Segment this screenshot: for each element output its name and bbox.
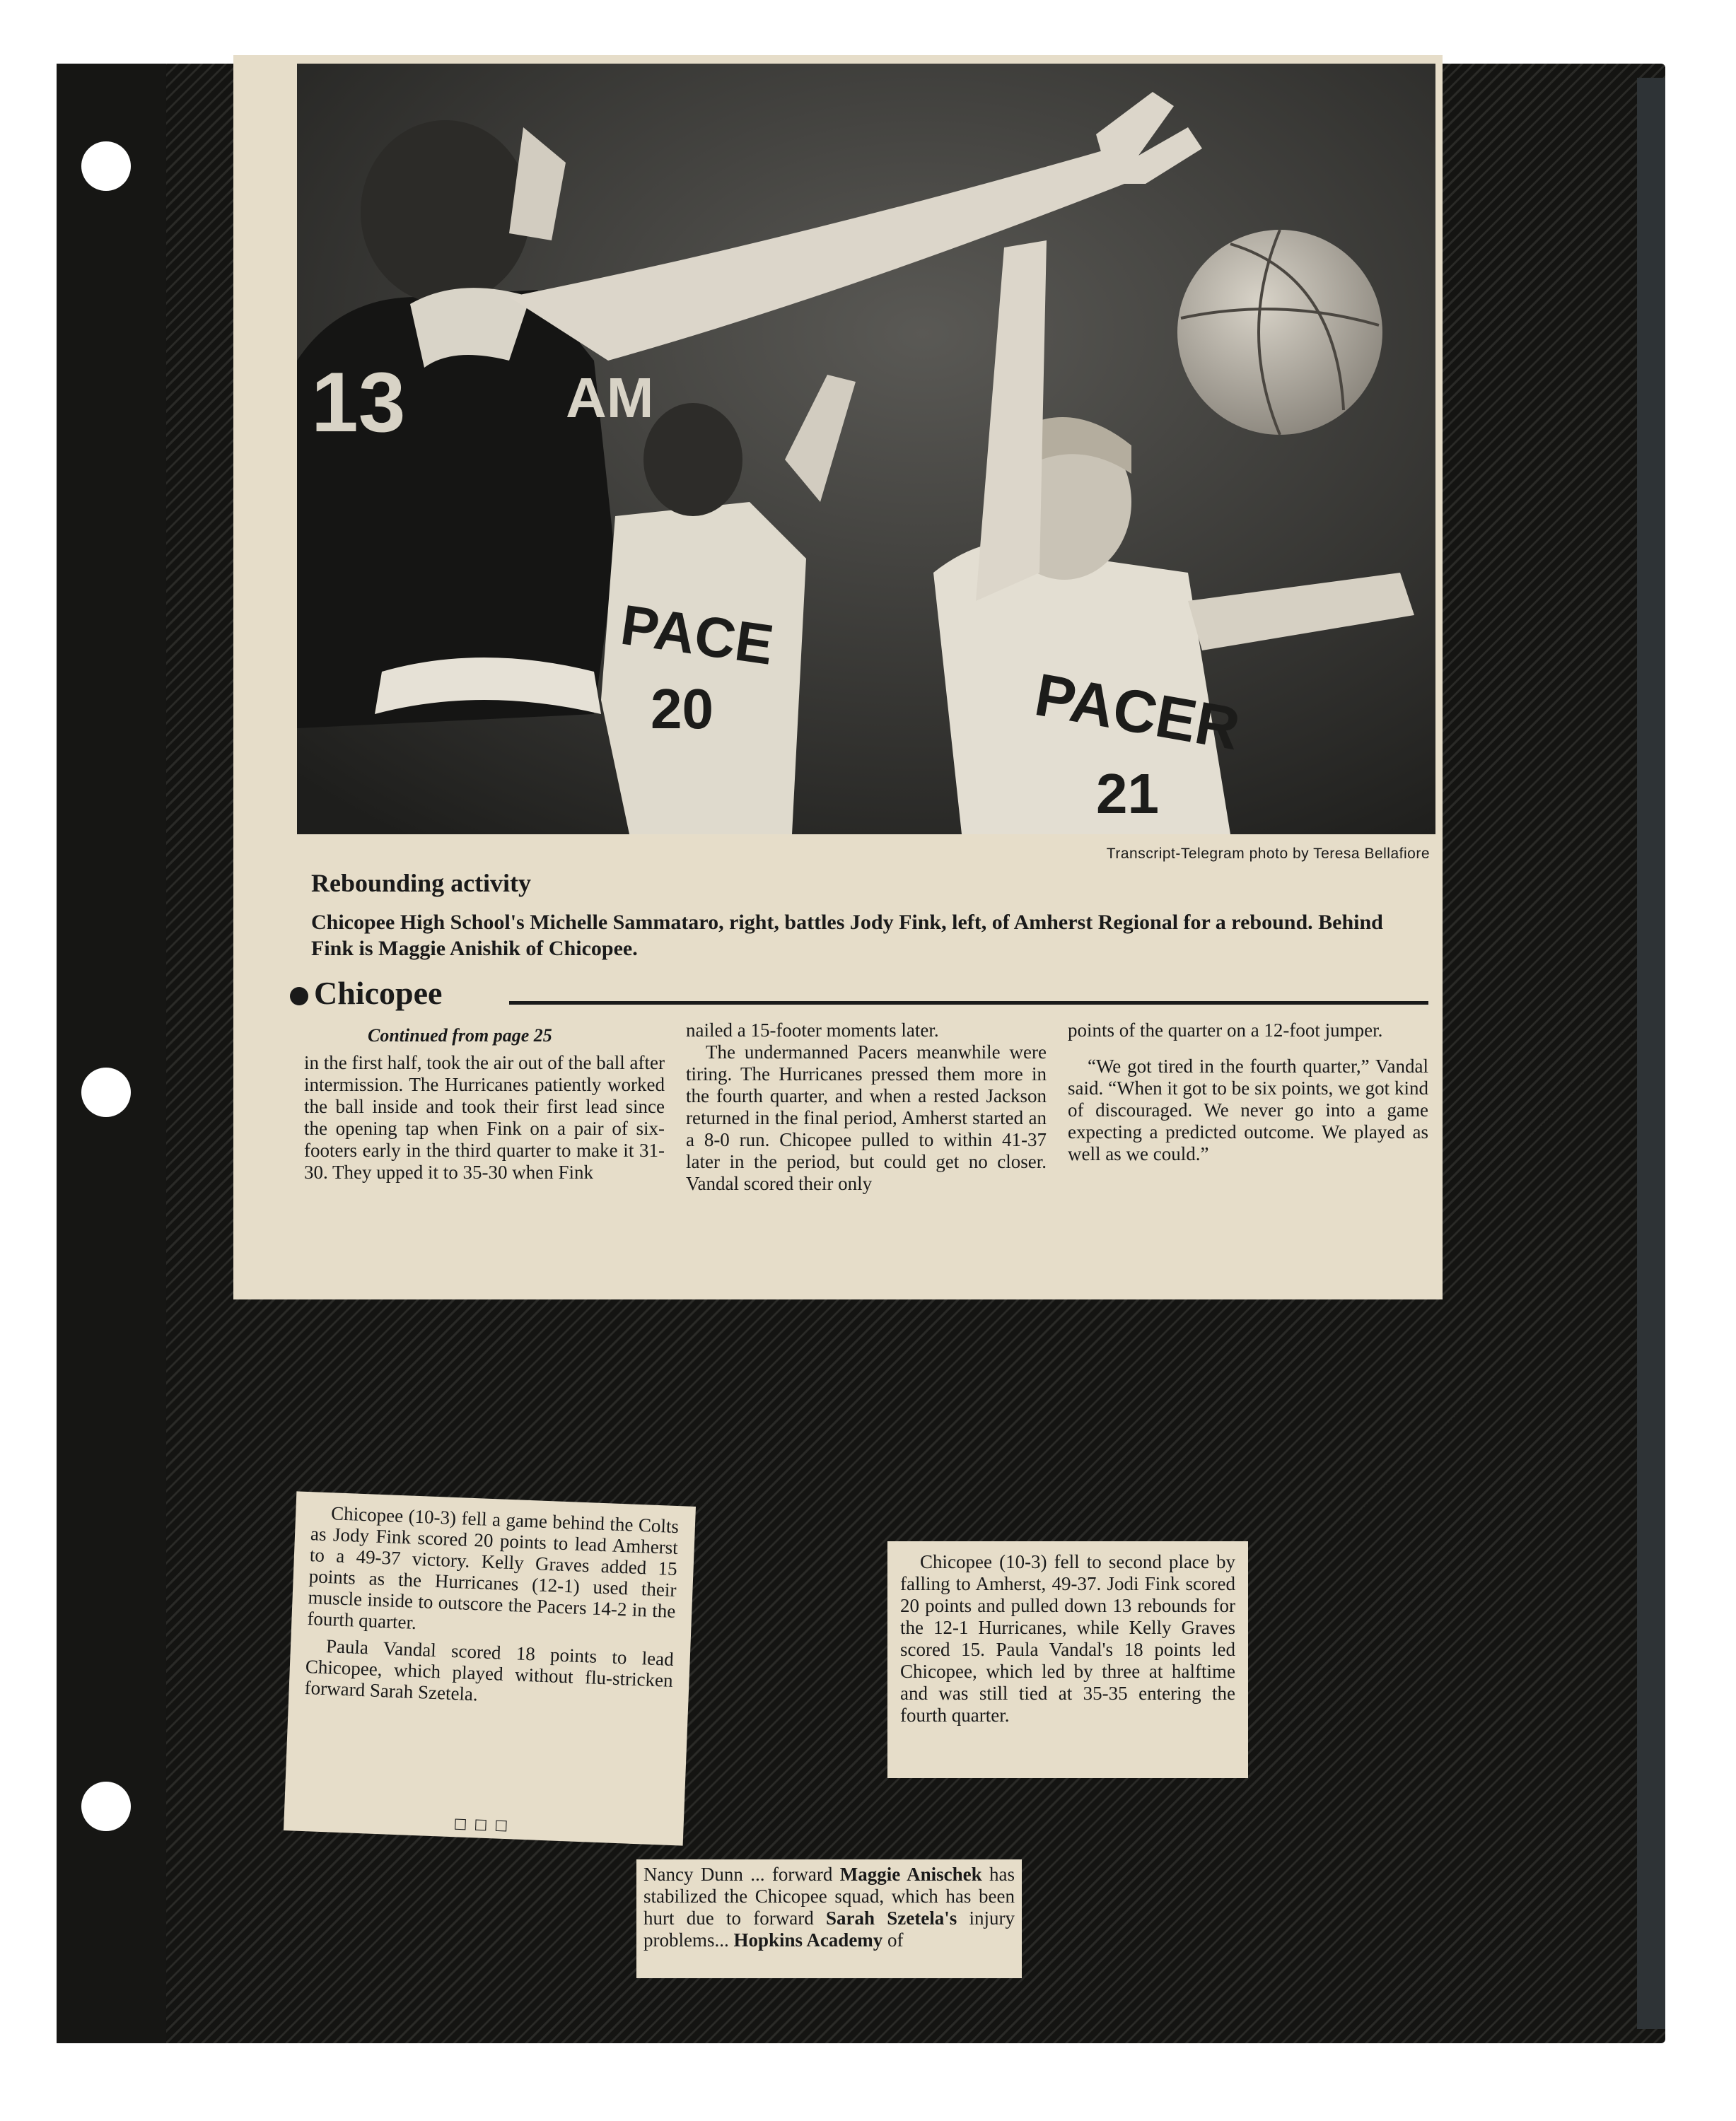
end-marks: □□□ (453, 1814, 515, 1834)
jersey-letters-right: PACER (1030, 661, 1245, 764)
clipping-game-summary-2 (887, 1541, 1248, 1778)
column-text: in the first half, took the air out of the ball after intermission. The Hurricanes patiently worked the ball inside and took their first lead since the opening tap when Fink on a pair of six-footers early in the third quarter to make it 31-30. They upped it to 35-30 when Fink (304, 1052, 665, 1183)
jersey-number-left: 13 (311, 355, 406, 450)
jersey-letters-middle: PACE (617, 592, 778, 677)
column-text: nailed a 15-footer moments later. (686, 1019, 939, 1041)
text-run: injury problems... (643, 1907, 1015, 1951)
slug-rule (509, 1001, 1428, 1005)
jersey-number-right: 21 (1096, 762, 1159, 825)
clipping-body: Chicopee (10-3) fell to second place by falling to Amherst, 49-37. Jodi Fink scored 20 points and pulled down 13 rebounds for the 12-1 Hurricanes, while Kelly Graves scored 15. Paula Vandal's 18 points led Chicopee, which led by three at halftime and was still tied at 35-35 entering the fourth quarter. (900, 1551, 1235, 1726)
jersey-letters-left: AM (566, 366, 654, 429)
column-text: “We got tired in the fourth quarter,” Vandal said. “When it got to be six points, we got kind of discouraged. We never go into a game expecting a predicted outcome. We played as well as we could.” (1068, 1056, 1428, 1164)
clipping-body (304, 1502, 680, 1718)
clipping-body (643, 1864, 1015, 1951)
bullet-icon (290, 987, 308, 1005)
binder-hole (81, 1782, 131, 1831)
player-name: Sarah Szetela's (825, 1907, 957, 1929)
text-run: Nancy Dunn ... forward (643, 1864, 840, 1885)
paragraph: Chicopee (10-3) fell a game behind the Colts as Jody Fink scored 20 points to lead Amherst to a 49-37 victory. Kelly Graves added 15 points as the Hurricanes (12-1) used their muscle inside to outscore the Pacers 14-2 in the fourth quarter. (306, 1502, 680, 1633)
column-text: points of the quarter on a 12-foot jumper. (1068, 1019, 1383, 1041)
photo-caption: Chicopee High School's Michelle Sammataro, right, battles Jody Fink, left, of Amherst Regional for a rebound. Behind Fink is Maggie Anishik of Chicopee. (311, 911, 1383, 960)
school-name: Hopkins Academy (733, 1929, 883, 1951)
player-name: Maggie Anischek (839, 1864, 982, 1885)
binding-band (57, 64, 166, 2043)
column-text: The undermanned Pacers meanwhile were tiring. The Hurricanes pressed them more in the fourth quarter, and when a rested Jackson returned in the final period, Amherst started an a 8-0 run. Chicopee pulled to within 41-37 later in the period, but could get no closer. Vandal scored their only (686, 1041, 1047, 1194)
article-column-2 (686, 1019, 1047, 1195)
photo-credit: Transcript-Telegram photo by Teresa Bellafiore (1106, 846, 1430, 862)
slug-title: Chicopee (314, 975, 443, 1011)
text-run: has stabilized the Chicopee squad, which has been hurt due to forward (643, 1864, 1015, 1929)
article-column-3 (1068, 1019, 1428, 1165)
clipping-notes (636, 1859, 1022, 1978)
page-edge (1637, 78, 1665, 2029)
section-slug (290, 974, 1435, 1017)
paragraph: Paula Vandal scored 18 points to lead Chicopee, which played without flu-stricken forward Sarah Szetela. (304, 1635, 675, 1705)
continued-line: Continued from page 25 (368, 1025, 552, 1046)
main-newspaper-clipping (233, 55, 1443, 1299)
basketball (1177, 230, 1382, 435)
binder-hole (81, 1068, 131, 1117)
jersey-number-middle: 20 (651, 677, 713, 740)
article-column-1 (304, 1052, 665, 1184)
photo-headline: Rebounding activity (311, 869, 532, 897)
binder-hole (81, 141, 131, 191)
text-run: of (882, 1929, 904, 1951)
basketball-photo (297, 64, 1435, 834)
clipping-game-summary-1 (284, 1491, 696, 1845)
